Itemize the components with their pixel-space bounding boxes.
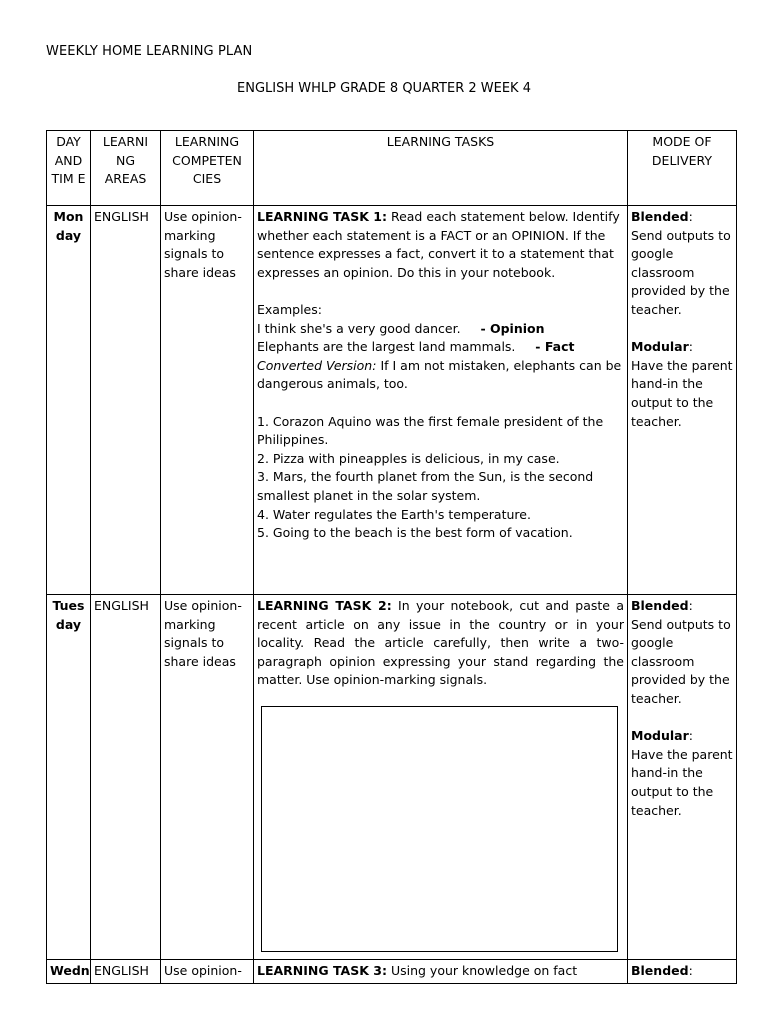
converted-label: Converted Version: — [257, 357, 377, 373]
task2-instructions: In your notebook, cut and paste a recent article on any issue in the country or in your locality. Read the article carefully, then write a two-paragraph opinion expressing your stand regarding the matter. Use opinion-marking signals. — [257, 598, 624, 688]
example2-tag: - Fact — [535, 339, 575, 355]
task2-label: LEARNING TASK 2: — [257, 598, 392, 613]
mode-cell-tuesday — [628, 595, 737, 960]
blended-text: Send outputs to google classroom provided by the teacher. — [631, 616, 731, 706]
task3-label: LEARNING TASK 3: — [257, 963, 387, 978]
competency-cell-tuesday: Use opinion-marking signals to share ideas — [161, 595, 254, 960]
task3-instructions: Using your knowledge on fact — [390, 963, 578, 978]
modular-label: Modular — [631, 728, 689, 744]
mode-cell-monday — [628, 206, 737, 595]
task1-item: 5. Going to the beach is the best form of vacation. — [257, 525, 573, 541]
blended-label: Blended — [631, 598, 689, 613]
colon: : — [688, 963, 693, 978]
example-fact — [257, 338, 624, 357]
colon: : — [688, 339, 693, 355]
example-opinion — [257, 320, 624, 339]
table-row-monday — [47, 206, 737, 595]
document-title: WEEKLY HOME LEARNING PLAN — [46, 44, 253, 59]
blended-text: Send outputs to google classroom provided by the teacher. — [631, 227, 731, 317]
colon: : — [688, 728, 693, 744]
area-cell-monday: ENGLISH — [91, 206, 161, 595]
task1-item: 1. Corazon Aquino was the first female president of the Philippines. — [257, 413, 604, 448]
task1-label: LEARNING TASK 1: — [257, 209, 387, 224]
learning-plan-table — [46, 130, 737, 984]
example1-text: I think she's a very good dancer. — [257, 320, 461, 336]
examples-label: Examples: — [257, 301, 322, 317]
header-learning-areas: LEARNI NG AREAS — [91, 131, 161, 206]
table-row-tuesday — [47, 595, 737, 960]
task1-instructions: Read each statement below. Identify whether each statement is a FACT or an OPINION. If the sentence expresses a fact, convert it to a statement that expresses an opinion. Do this in your notebook. — [257, 209, 620, 280]
task1-item: 3. Mars, the fourth planet from the Sun, is the second smallest planet in the solar system. — [257, 469, 594, 503]
task1-item: 4. Water regulates the Earth's temperature. — [257, 506, 531, 522]
task1-item: 2. Pizza with pineapples is delicious, in my case. — [257, 450, 560, 466]
example1-tag: - Opinion — [480, 320, 545, 336]
header-learning-competencies: LEARNING COMPETEN CIES — [161, 131, 254, 206]
header-mode-of-delivery: MODE OF DELIVERY — [628, 131, 737, 206]
converted-text: If I am not mistaken, elephants can be dangerous animals, too. — [257, 357, 622, 392]
table-row-wednesday — [47, 960, 737, 984]
colon: : — [688, 598, 693, 613]
mode-cell-wednesday — [628, 960, 737, 984]
modular-text: Have the parent hand-in the output to the teacher. — [631, 746, 733, 818]
blended-label: Blended — [631, 209, 689, 224]
task1-intro — [257, 208, 624, 282]
area-cell-wednesday: ENGLISH — [91, 960, 161, 984]
day-cell-tuesday: Tues day — [47, 595, 91, 960]
answer-box — [261, 706, 618, 952]
blended-label: Blended — [631, 963, 689, 978]
task-cell-monday — [254, 206, 628, 595]
document-subtitle: ENGLISH WHLP GRADE 8 QUARTER 2 WEEK 4 — [237, 81, 531, 96]
task-cell-wednesday — [254, 960, 628, 984]
modular-text: Have the parent hand-in the output to the teacher. — [631, 357, 733, 429]
colon: : — [688, 209, 693, 224]
area-cell-tuesday: ENGLISH — [91, 595, 161, 960]
header-day: DAY AND TIM E — [47, 131, 91, 206]
modular-label: Modular — [631, 339, 689, 355]
competency-cell-wednesday: Use opinion- — [161, 960, 254, 984]
header-learning-tasks: LEARNING TASKS — [254, 131, 628, 206]
day-cell-monday: Mon day — [47, 206, 91, 595]
example2-text: Elephants are the largest land mammals. — [257, 339, 516, 355]
task-cell-tuesday — [254, 595, 628, 960]
day-cell-wednesday: Wedn — [47, 960, 91, 984]
converted-version — [257, 357, 624, 394]
task2-text-block — [257, 597, 624, 690]
competency-cell-monday: Use opinion-marking signals to share ideas — [161, 206, 254, 595]
table-header-row — [47, 131, 737, 206]
